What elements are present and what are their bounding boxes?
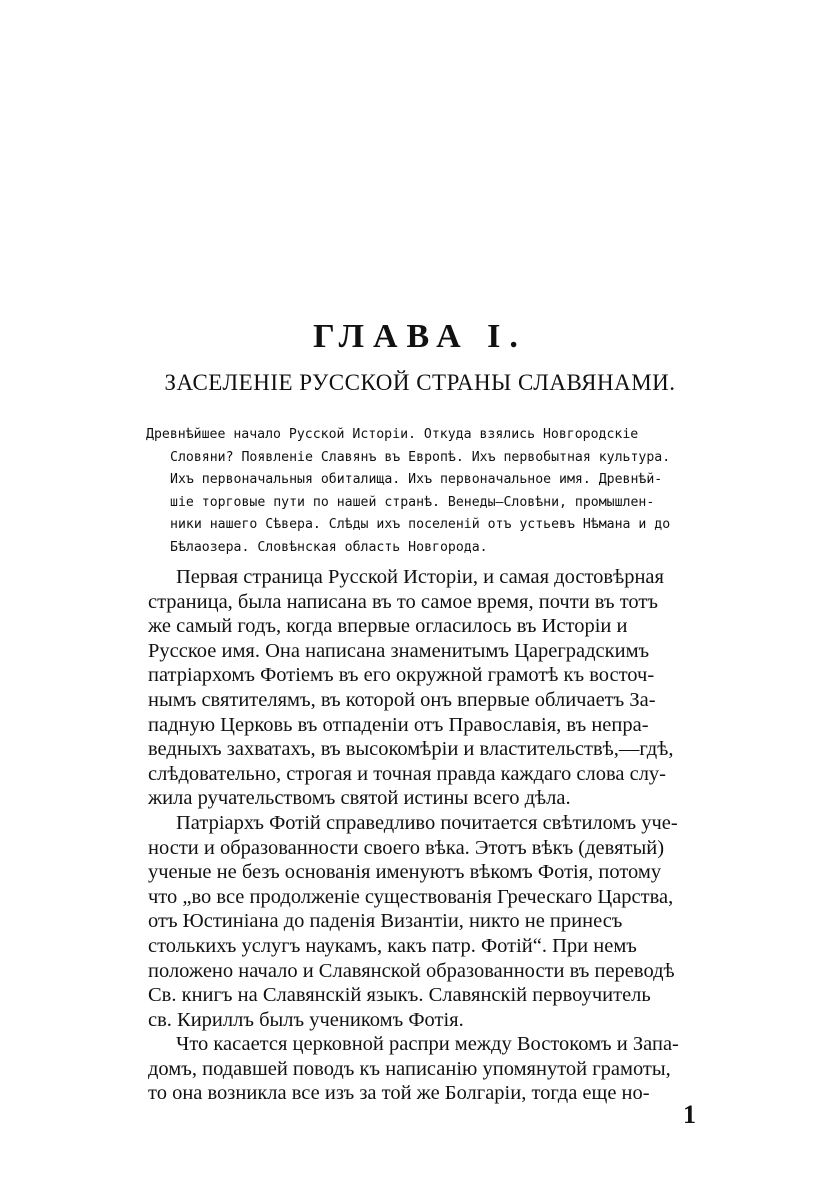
paragraph: [148, 565, 748, 811]
text-line: что „во все продолженіе существованія Греческаго Царства,: [148, 885, 674, 908]
body-text: [148, 565, 748, 1106]
summary-line: Словяни? Появленіе Славянъ въ Европѣ. Ихъ первобытная культура.: [170, 449, 671, 465]
text-line: отъ Юстиніана до паденія Византіи, никто не принесъ: [148, 910, 623, 933]
chapter-summary: [146, 424, 736, 559]
text-line: Св. книгъ на Славянскій языкъ. Славянскій первоучитель: [148, 984, 651, 1007]
text-line: нымъ святителямъ, въ которой онъ впервые обличаетъ За-: [148, 688, 656, 711]
text-line: жила ручательствомъ святой истины всего дѣла.: [148, 787, 571, 810]
summary-line: Древнѣйшее начало Русской Исторіи. Откуда взялись Новгородскіе: [146, 427, 639, 442]
text-line: падную Церковь въ отпаденіи отъ Православія, въ непра-: [148, 713, 649, 736]
text-line: ведныхъ захватахъ, въ высокомѣріи и властительствѣ,—гдѣ,: [148, 738, 674, 761]
text-line: ности и образованности своего вѣка. Этотъ вѣкъ (девятый): [148, 836, 665, 859]
text-line: домъ, подавшей поводъ къ написанію упомянутой грамоты,: [148, 1057, 671, 1080]
text-line: же самый годъ, когда впервые огласилось въ Исторіи и: [148, 615, 628, 638]
text-line: страница, была написана въ то самое время, почти въ тотъ: [148, 590, 658, 613]
text-line: ученые не безъ основанія именуютъ вѣкомъ Фотія, потому: [148, 861, 662, 884]
text-line: положено начало и Славянской образованности въ переводѣ: [148, 959, 675, 982]
page-number: 1: [683, 1100, 696, 1129]
summary-line: шіе торговые пути по нашей странѣ. Венеды—Словѣни, промышлен-: [170, 494, 655, 510]
summary-line: Ихъ первоначальныя обиталища. Ихъ первоначальное имя. Древнѣй-: [170, 472, 663, 487]
text-line: слѣдовательно, строгая и точная правда каждаго слова слу-: [148, 762, 667, 785]
text-line: Русское имя. Она написана знаменитымъ Цареградскимъ: [148, 639, 650, 662]
paragraph: [148, 1032, 748, 1106]
text-line: Патріархъ Фотій справедливо почитается свѣтиломъ уче-: [176, 811, 678, 834]
summary-line: Бѣлаозера. Словѣнская область Новгорода.: [170, 539, 488, 555]
text-line: Первая страница Русской Исторіи, и самая достовѣрная: [176, 566, 664, 588]
text-line: св. Кириллъ былъ ученикомъ Фотія.: [148, 1008, 464, 1031]
text-line: то она возникла все изъ за той же Болгаріи, тогда еще но-: [148, 1082, 650, 1105]
text-line: столькихъ услугъ наукамъ, какъ патр. Фотій“. При немъ: [148, 934, 637, 957]
chapter-title: ЗАСЕЛЕНІЕ РУССКОЙ СТРАНЫ СЛАВЯНАМИ.: [164, 370, 676, 395]
summary-line: ники нашего Сѣвера. Слѣды ихъ поселеній отъ устьевъ Нѣмана и до: [170, 517, 671, 532]
paragraph: [148, 811, 748, 1032]
text-line: Что касается церковной распри между Востокомъ и Запа-: [176, 1033, 679, 1056]
chapter-heading: ГЛАВА I.: [313, 318, 527, 355]
text-line: патріархомъ Фотіемъ въ его окружной грамотѣ къ восточ-: [148, 664, 655, 687]
